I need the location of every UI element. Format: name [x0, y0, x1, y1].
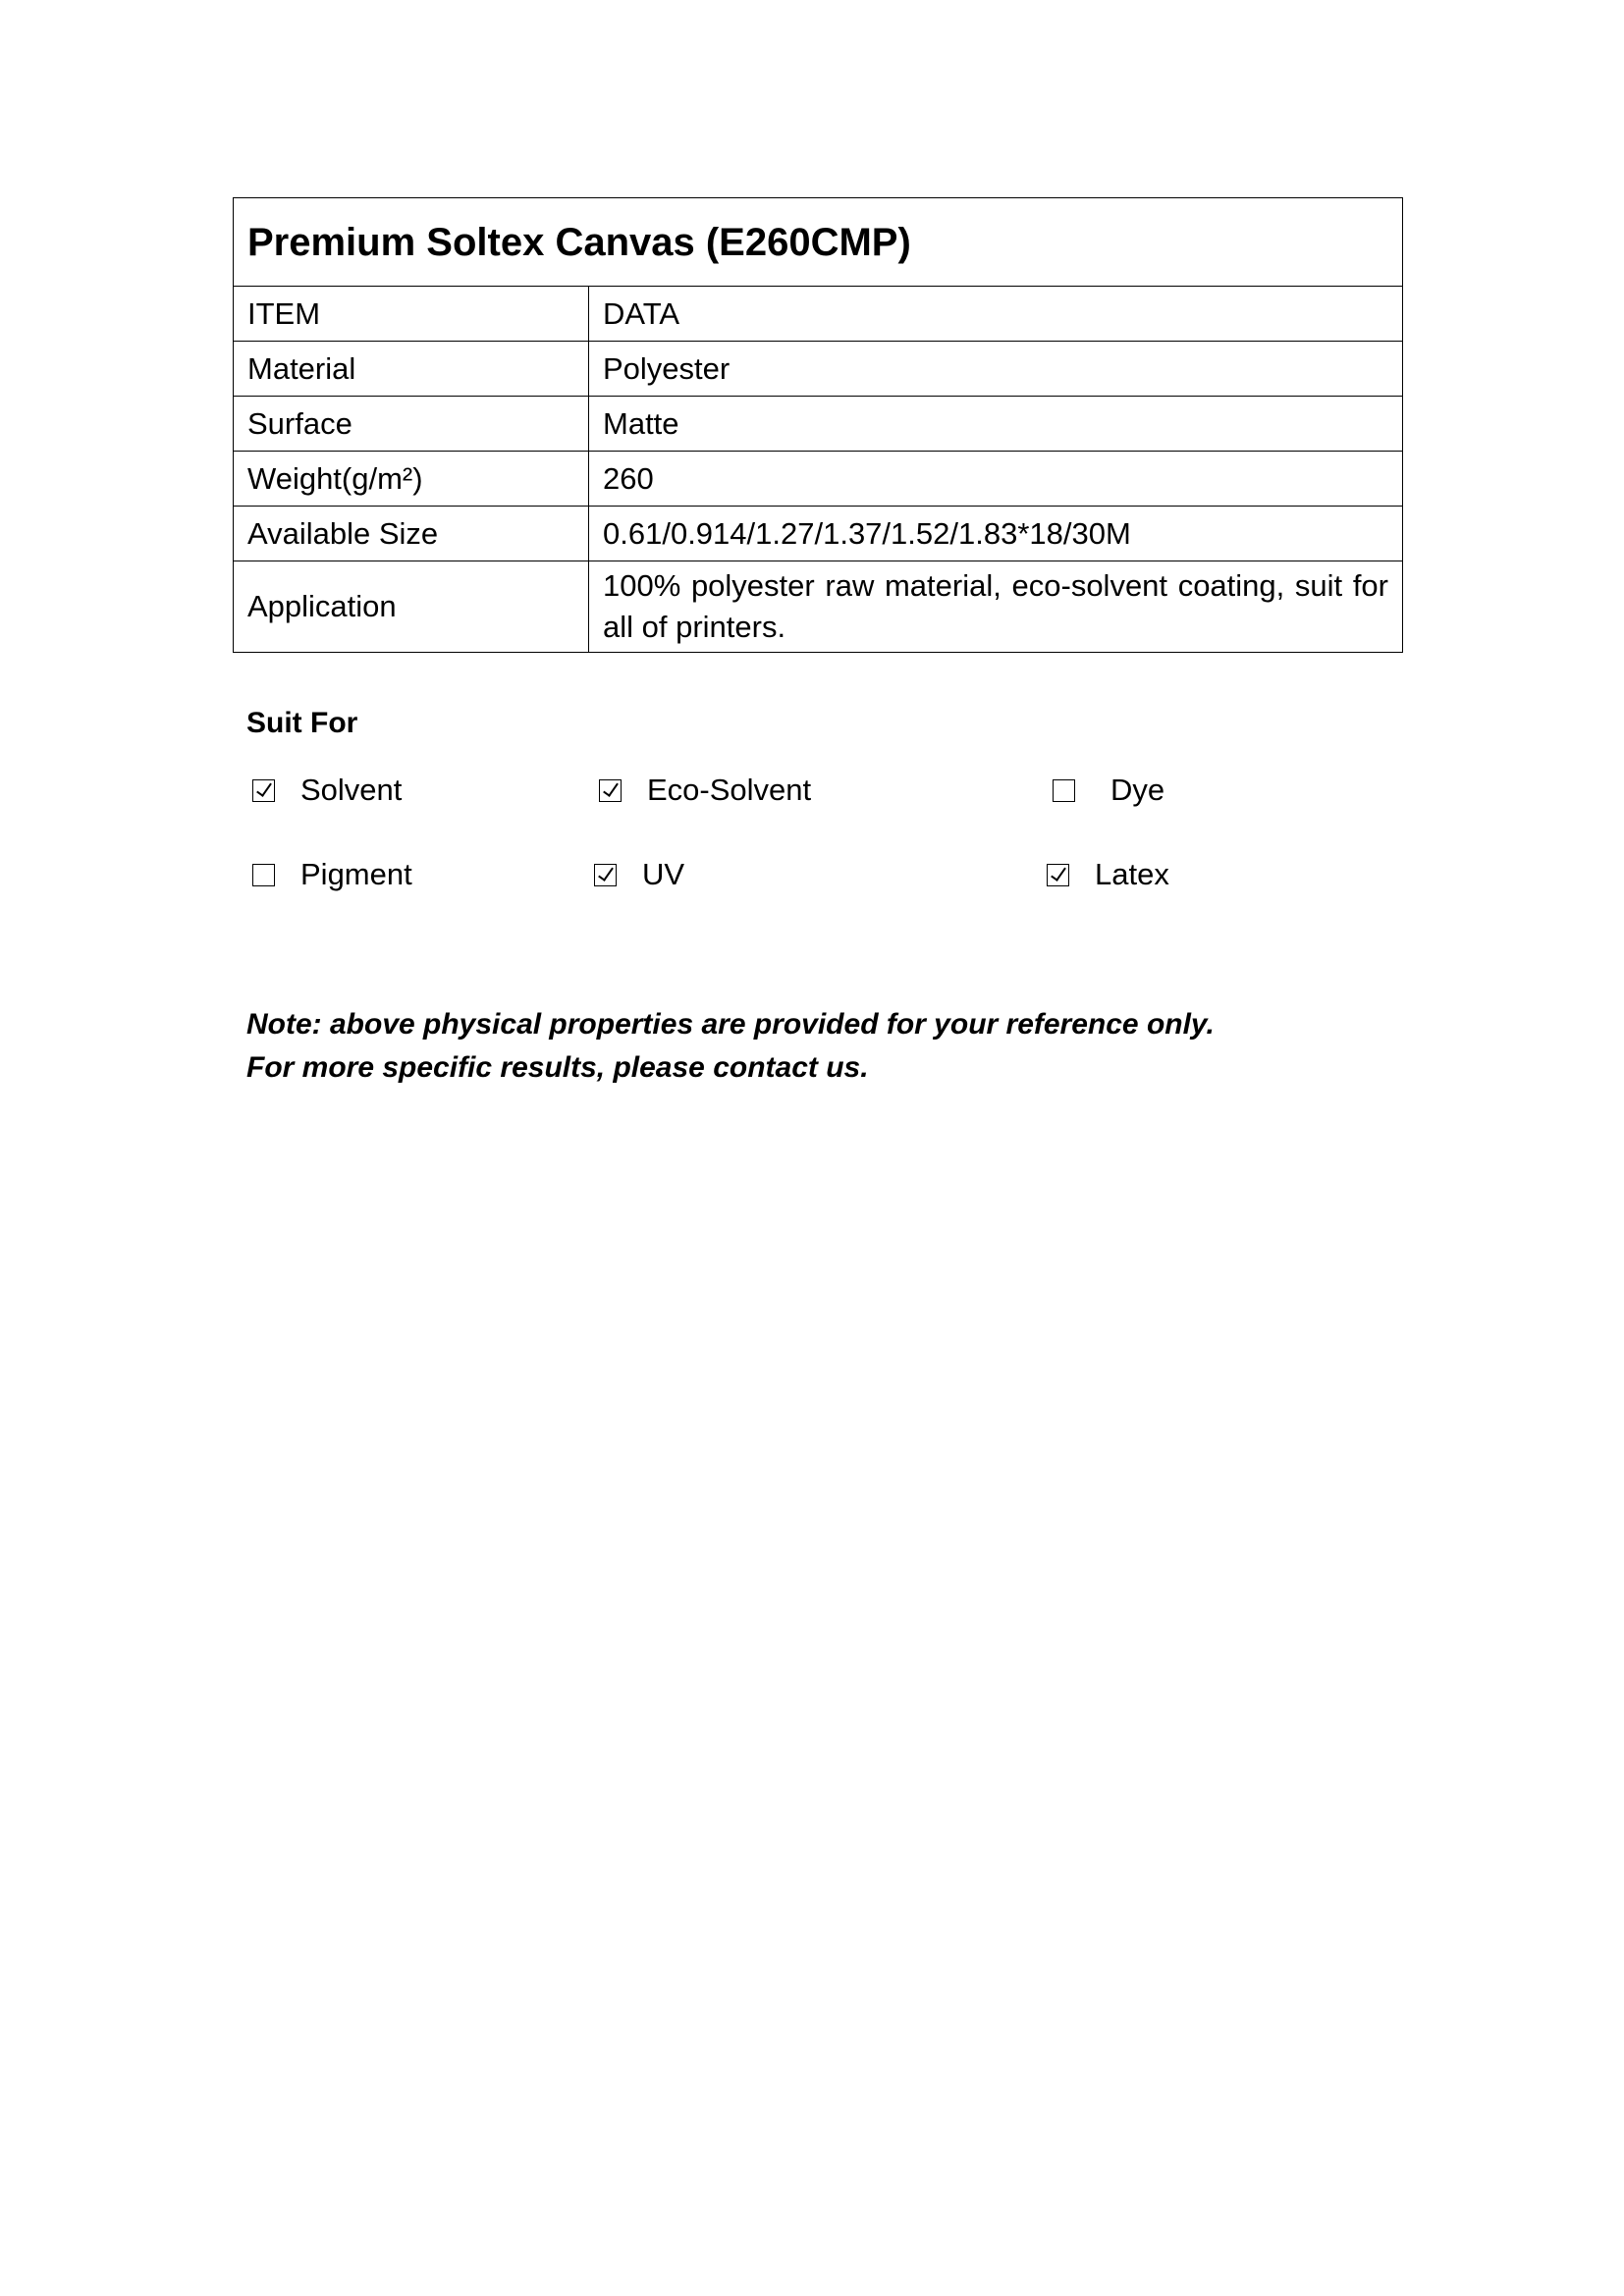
option-label: UV	[642, 857, 685, 891]
table-row	[234, 452, 1403, 507]
note	[246, 1003, 1215, 1090]
option-eco-solvent[interactable]	[599, 773, 811, 808]
option-dye[interactable]	[1053, 773, 1164, 808]
table-row	[234, 561, 1403, 653]
checkbox-icon[interactable]	[1053, 779, 1075, 802]
checkbox-icon[interactable]	[599, 779, 622, 802]
row-data: Polyester	[589, 342, 1403, 397]
checkbox-icon[interactable]	[252, 779, 275, 802]
row-data: Matte	[589, 397, 1403, 452]
option-uv[interactable]	[594, 857, 684, 892]
option-latex[interactable]	[1047, 857, 1169, 892]
option-solvent[interactable]	[252, 773, 402, 808]
table-row	[234, 397, 1403, 452]
header-data: DATA	[589, 287, 1403, 342]
row-data: 260	[589, 452, 1403, 507]
checkbox-icon[interactable]	[252, 864, 275, 886]
note-line-1: Note: above physical properties are provided for your reference only.	[246, 1008, 1215, 1041]
note-line-2: For more specific results, please contact us.	[246, 1051, 869, 1084]
checkbox-icon[interactable]	[1047, 864, 1069, 886]
row-item: Weight(g/m²)	[234, 452, 589, 507]
row-data: 100% polyester raw material, eco-solvent coating, suit for all of printers.	[589, 561, 1403, 653]
row-item: Available Size	[234, 507, 589, 561]
product-title: Premium Soltex Canvas (E260CMP)	[234, 198, 1403, 287]
row-item: Material	[234, 342, 589, 397]
checkbox-icon[interactable]	[594, 864, 617, 886]
suit-for-title: Suit For	[246, 707, 358, 739]
table-row	[234, 342, 1403, 397]
option-label: Pigment	[300, 857, 412, 891]
option-label: Eco-Solvent	[647, 773, 812, 807]
row-data: 0.61/0.914/1.27/1.37/1.52/1.83*18/30M	[589, 507, 1403, 561]
spec-table	[233, 197, 1403, 653]
row-item: Surface	[234, 397, 589, 452]
option-pigment[interactable]	[252, 857, 412, 892]
header-item: ITEM	[234, 287, 589, 342]
row-item: Application	[234, 561, 589, 653]
table-header-row	[234, 287, 1403, 342]
option-label: Solvent	[300, 773, 403, 807]
table-row	[234, 507, 1403, 561]
option-label: Dye	[1110, 773, 1165, 807]
option-label: Latex	[1095, 857, 1169, 891]
